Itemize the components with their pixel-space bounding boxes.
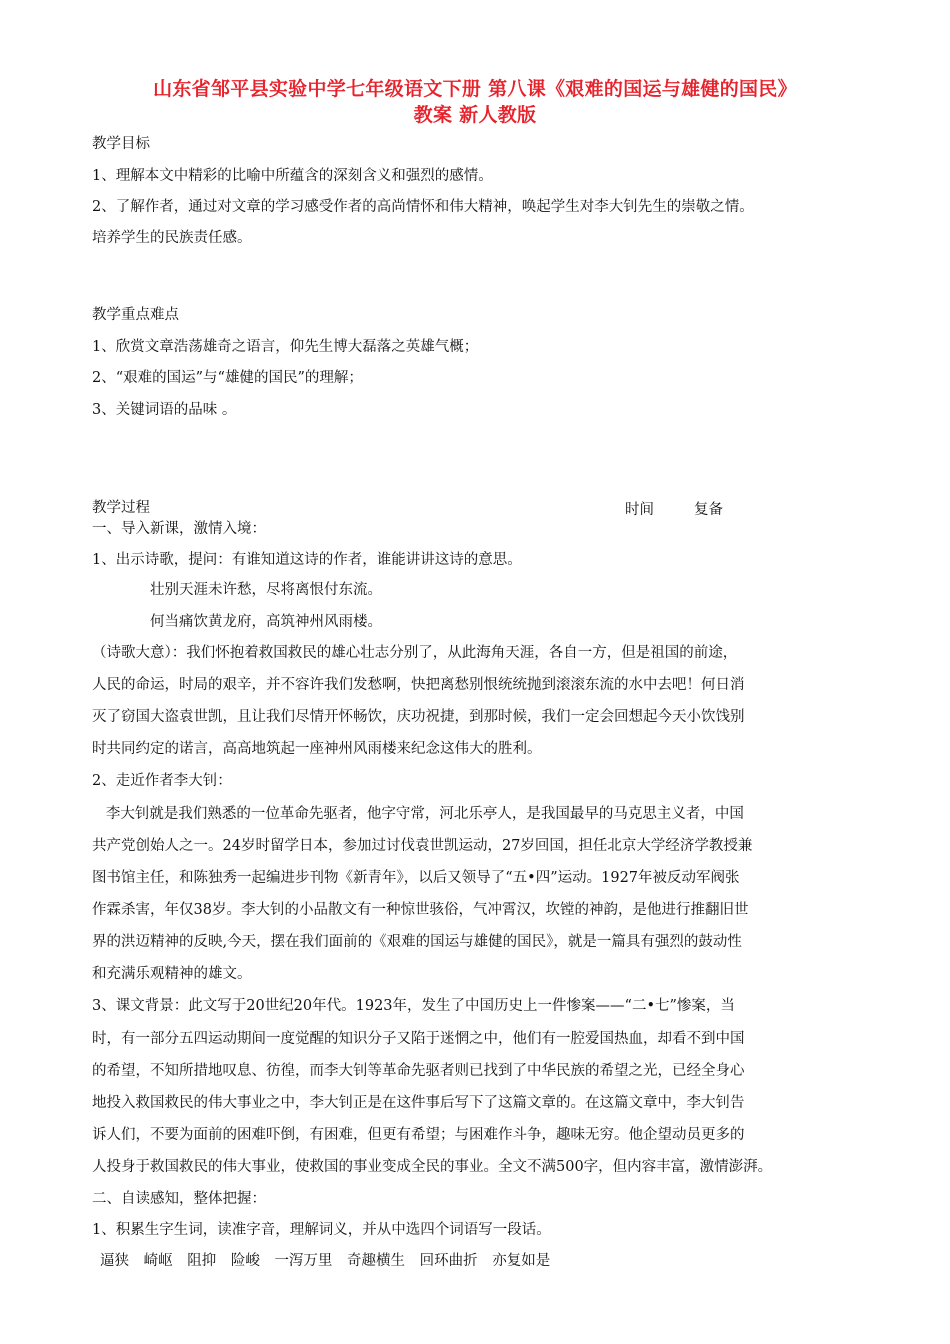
column-header-review: 复备 xyxy=(694,502,723,518)
column-header-time: 时间 xyxy=(625,502,654,518)
keypoint-item: 1、欣赏文章浩荡雄奇之语言，仰先生博大磊落之英雄气概； xyxy=(92,339,479,355)
page-title-line-1: 山东省邹平县实验中学七年级语文下册 第八课《艰难的国运与雄健的国民》 xyxy=(153,78,797,100)
body-line: 诉人们，不要为面前的困难吓倒，有困难，但更有希望；与困难作斗争，趣味无穷。他企望动员更多的 xyxy=(92,1127,745,1143)
body-line: 人投身于救国救民的伟大事业，使救国的事业变成全民的事业。全文不满500字，但内容丰富，激情澎湃。 xyxy=(92,1159,773,1175)
vocab-word: 崎岖 xyxy=(143,1253,173,1269)
body-line: 1、积累生字生词，读准字音，理解词义，并从中选四个词语写一段话。 xyxy=(92,1222,551,1238)
goal-item: 2、了解作者，通过对文章的学习感受作者的高尚情怀和伟大精神，唤起学生对李大钊先生的崇敬之情。 xyxy=(92,199,754,215)
poem-line: 何当痛饮黄龙府，高筑神州风雨楼。 xyxy=(150,614,382,630)
goal-item: 培养学生的民族责任感。 xyxy=(92,230,252,246)
body-line: 3、课文背景：此文写于20世纪20年代。1923年，发生了中国历史上一件惨案——“二•七”惨案，当 xyxy=(92,998,735,1014)
body-line: 李大钊就是我们熟悉的一位革命先驱者，他字守常，河北乐亭人，是我国最早的马克思主义者，中国 xyxy=(92,806,744,822)
vocab-word: 一泻万里 xyxy=(274,1253,333,1269)
keypoint-item: 2、“艰难的国运”与“雄健的国民”的理解； xyxy=(92,370,363,386)
page-title-line-2: 教案 新人教版 xyxy=(413,104,537,126)
body-line: 地投入救国救民的伟大事业之中，李大钊正是在这件事后写下了这篇文章的。在这篇文章中，李大钊告 xyxy=(92,1095,745,1111)
section-heading-goals: 教学目标 xyxy=(92,136,150,152)
body-line: 作霖杀害，年仅38岁。李大钊的小品散文有一种惊世骇俗，气冲霄汉，坎镗的神韵，是他进行推翻旧世 xyxy=(92,902,749,918)
body-line: 2、走近作者李大钊： xyxy=(92,773,232,789)
vocab-word: 亦复如是 xyxy=(492,1253,551,1269)
vocab-word: 逼狭 xyxy=(100,1253,129,1269)
process-line: 一、导入新课，激情入境： xyxy=(92,521,266,537)
body-line: 和充满乐观精神的雄文。 xyxy=(92,966,252,982)
goal-item: 1、理解本文中精彩的比喻中所蕴含的深刻含义和强烈的感情。 xyxy=(92,168,493,184)
body-line: 时共同约定的诺言，高高地筑起一座神州风雨楼来纪念这伟大的胜利。 xyxy=(92,741,542,757)
vocab-word: 阻抑 xyxy=(187,1253,217,1269)
section-heading-process: 教学过程 xyxy=(92,500,150,516)
body-line: 二、自读感知，整体把握： xyxy=(92,1191,266,1207)
body-line: 界的洪迈精神的反映,今天，摆在我们面前的《艰难的国运与雄健的国民》，就是一篇具有强烈的鼓动性 xyxy=(92,934,742,950)
process-line: 1、出示诗歌，提问：有谁知道这诗的作者，谁能讲讲这诗的意思。 xyxy=(92,552,522,568)
body-line: 共产党创始人之一。24岁时留学日本，参加过讨伐袁世凯运动，27岁回国，担任北京大学经济学教授兼 xyxy=(92,838,753,854)
body-line: 人民的命运，时局的艰辛，并不容许我们发愁啊，快把离愁别恨统统抛到滚滚东流的水中去吧！何日消 xyxy=(92,677,745,693)
vocab-word: 奇趣横生 xyxy=(347,1253,406,1269)
vocab-word: 回环曲折 xyxy=(419,1253,478,1269)
vocab-word: 险峻 xyxy=(230,1253,260,1269)
keypoint-item: 3、关键词语的品味 。 xyxy=(92,402,237,418)
section-heading-keypoints: 教学重点难点 xyxy=(92,307,179,323)
body-line: 的希望，不知所措地叹息、彷徨，而李大钊等革命先驱者则已找到了中华民族的希望之光，已经全身心 xyxy=(92,1063,745,1079)
vocabulary-list xyxy=(100,1249,560,1270)
body-line: 图书馆主任，和陈独秀一起编进步刊物《新青年》，以后又领导了“五•四”运动。1927年被反动军阀张 xyxy=(92,870,740,886)
poem-line: 壮别天涯未许愁，尽将离恨付东流。 xyxy=(150,582,382,598)
body-line: （诗歌大意）：我们怀抱着救国救民的雄心壮志分别了，从此海角天涯，各自一方，但是祖国的前途， xyxy=(92,645,738,661)
body-line: 时，有一部分五四运动期间一度觉醒的知识分子又陷于迷惘之中，他们有一腔爱国热血，却看不到中国 xyxy=(92,1031,745,1047)
body-line: 灭了窃国大盗袁世凯，且让我们尽情开怀畅饮，庆功祝捷，到那时候，我们一定会回想起今天小饮饯别 xyxy=(92,709,745,725)
